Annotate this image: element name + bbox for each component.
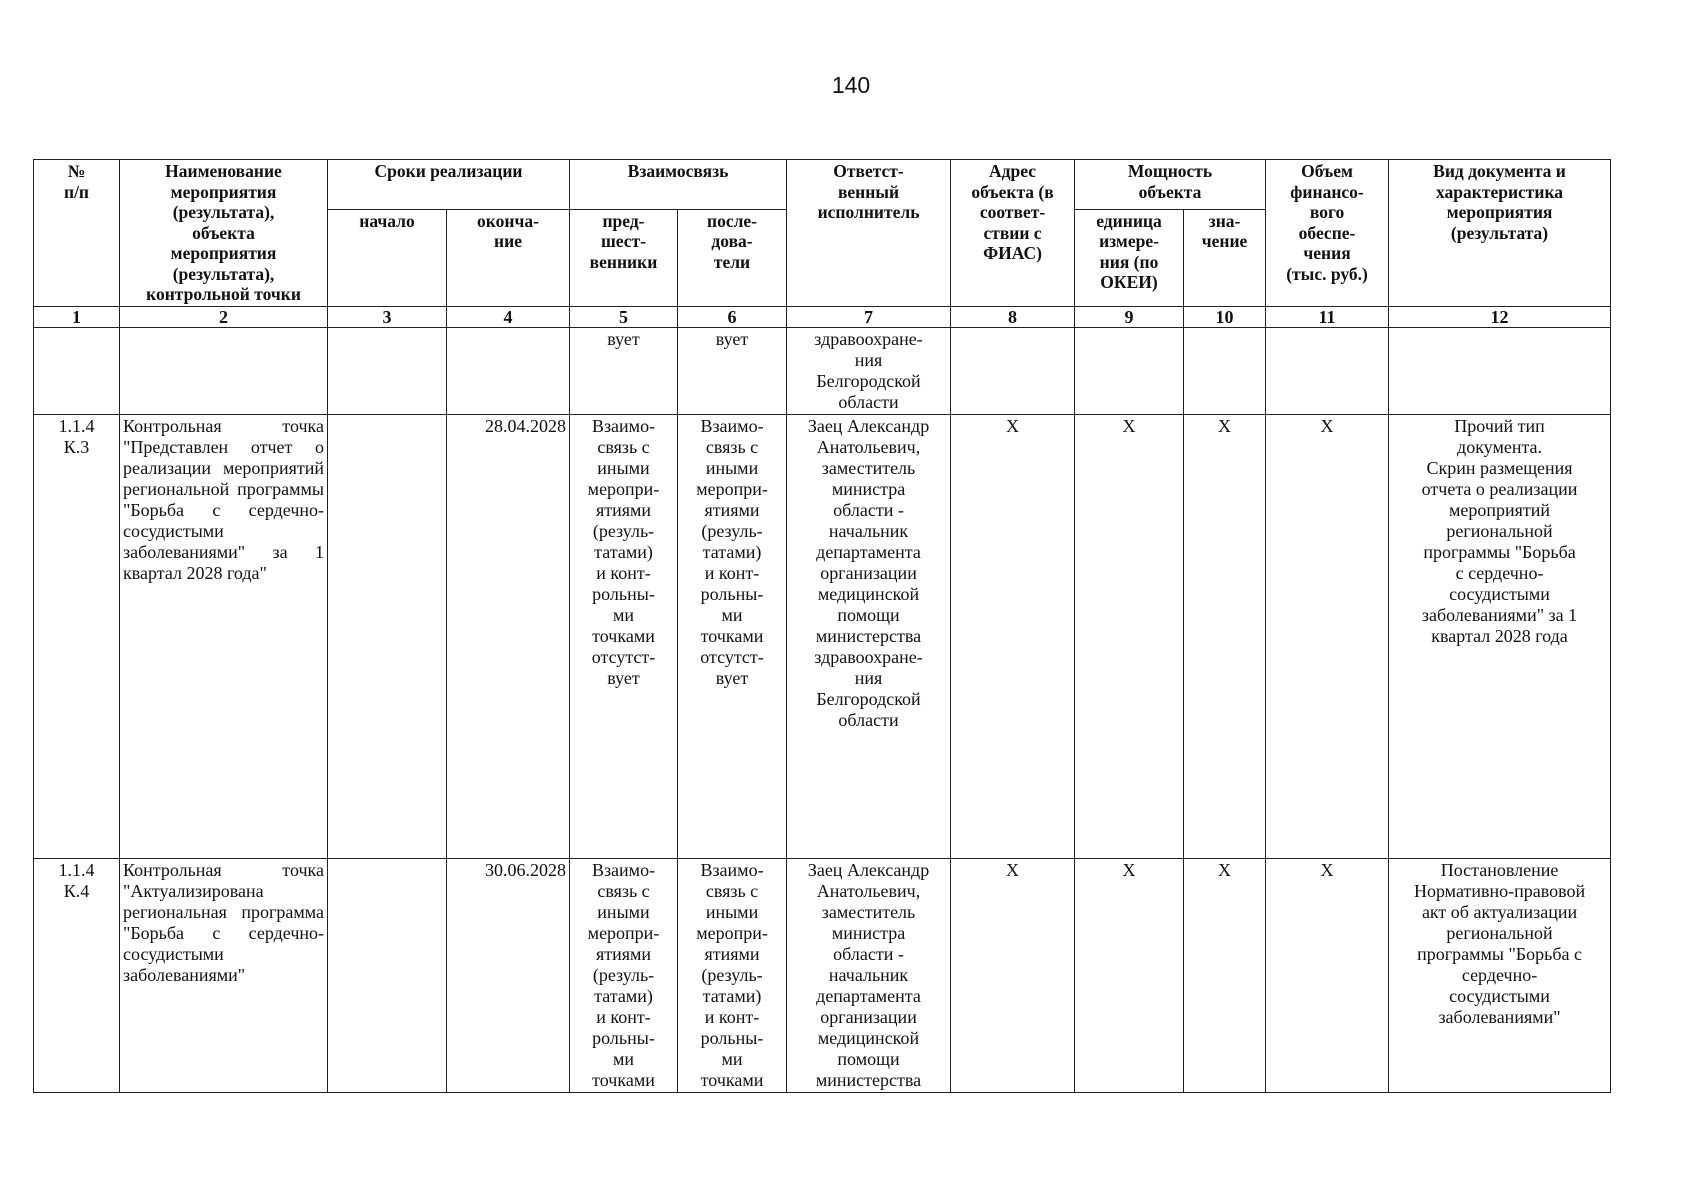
header-num: № п/п	[34, 160, 120, 307]
column-number: 5	[570, 306, 678, 327]
cell-successors: Взаимо- связь с иными меропри- ятиями (резуль- татами) и конт- рольны- ми точками	[678, 858, 787, 1092]
cell-value: Х	[1184, 414, 1266, 858]
header-financing: Объем финансо- вого обеспе- чения (тыс. руб.)	[1266, 160, 1389, 307]
cell-responsible: Заец Александр Анатольевич, заместитель министра области - начальник департамента организации медицинской помощи министерства	[787, 858, 951, 1092]
header-value: зна- чение	[1184, 209, 1266, 306]
cell-predecessors: вует	[570, 327, 678, 414]
cell-end: 30.06.2028	[447, 858, 570, 1092]
table-header	[34, 160, 1611, 328]
header-address: Адрес объекта (в соответ- ствии с ФИАС)	[951, 160, 1075, 307]
cell-financing: Х	[1266, 414, 1389, 858]
cell-financing	[1266, 327, 1389, 414]
cell-predecessors: Взаимо- связь с иными меропри- ятиями (резуль- татами) и конт- рольны- ми точками отсутст- вует	[570, 414, 678, 858]
cell-predecessors: Взаимо- связь с иными меропри- ятиями (резуль- татами) и конт- рольны- ми точками	[570, 858, 678, 1092]
cell-value: Х	[1184, 858, 1266, 1092]
page-number: 140	[831, 72, 871, 98]
cell-successors: Взаимо- связь с иными меропри- ятиями (резуль- татами) и конт- рольны- ми точками отсутст- вует	[678, 414, 787, 858]
header-doc-type: Вид документа и характеристика мероприятия (результата)	[1389, 160, 1611, 307]
cell-start	[328, 414, 447, 858]
cell-name	[120, 327, 328, 414]
column-number: 10	[1184, 306, 1266, 327]
cell-num: 1.1.4 К.4	[34, 858, 120, 1092]
header-terms: Сроки реализации	[328, 160, 570, 210]
cell-successors: вует	[678, 327, 787, 414]
header-successors: после- дова- тели	[678, 209, 787, 306]
column-numbers-row	[34, 306, 1611, 327]
cell-address	[951, 327, 1075, 414]
column-number: 4	[447, 306, 570, 327]
cell-unit: Х	[1075, 858, 1184, 1092]
column-number: 12	[1389, 306, 1611, 327]
cell-name: Контрольная точка "Представлен отчет о реализации мероприятий региональной программы "Борьба с сердечно-сосудистыми заболеваниями" за 1 квартал 2028 года"	[120, 414, 328, 858]
table-row	[34, 414, 1611, 858]
column-number: 7	[787, 306, 951, 327]
cell-address: Х	[951, 858, 1075, 1092]
cell-name: Контрольная точка "Актуализирована региональная программа "Борьба с сердечно-сосудистыми заболеваниями"	[120, 858, 328, 1092]
table-row	[34, 327, 1611, 414]
cell-unit	[1075, 327, 1184, 414]
cell-responsible: здравоохране- ния Белгородской области	[787, 327, 951, 414]
cell-responsible: Заец Александр Анатольевич, заместитель министра области - начальник департамента организации медицинской помощи министерства здравоохране- ния Белгородской области	[787, 414, 951, 858]
column-number: 2	[120, 306, 328, 327]
cell-financing: Х	[1266, 858, 1389, 1092]
plan-table	[33, 159, 1611, 1093]
cell-doc-type	[1389, 327, 1611, 414]
header-responsible: Ответст- венный исполнитель	[787, 160, 951, 307]
column-number: 9	[1075, 306, 1184, 327]
header-relation: Взаимосвязь	[570, 160, 787, 210]
cell-doc-type: Прочий тип документа. Скрин размещения отчета о реализации мероприятий региональной программы "Борьба с сердечно- сосудистыми заболеваниями" за 1 квартал 2028 года	[1389, 414, 1611, 858]
cell-start	[328, 858, 447, 1092]
header-start: начало	[328, 209, 447, 306]
cell-unit: Х	[1075, 414, 1184, 858]
table-row	[34, 858, 1611, 1092]
column-number: 1	[34, 306, 120, 327]
cell-num: 1.1.4 К.3	[34, 414, 120, 858]
column-number: 6	[678, 306, 787, 327]
cell-end: 28.04.2028	[447, 414, 570, 858]
cell-doc-type: Постановление Нормативно-правовой акт об актуализации региональной программы "Борьба с сердечно- сосудистыми заболеваниями"	[1389, 858, 1611, 1092]
column-number: 3	[328, 306, 447, 327]
cell-value	[1184, 327, 1266, 414]
header-unit: единица измере- ния (по ОКЕИ)	[1075, 209, 1184, 306]
header-name: Наименование мероприятия (результата), объекта мероприятия (результата), контрольной точки	[120, 160, 328, 307]
header-end: оконча- ние	[447, 209, 570, 306]
header-predecessors: пред- шест- венники	[570, 209, 678, 306]
cell-start	[328, 327, 447, 414]
cell-address: Х	[951, 414, 1075, 858]
header-capacity: Мощность объекта	[1075, 160, 1266, 210]
column-number: 8	[951, 306, 1075, 327]
cell-end	[447, 327, 570, 414]
column-number: 11	[1266, 306, 1389, 327]
cell-num	[34, 327, 120, 414]
